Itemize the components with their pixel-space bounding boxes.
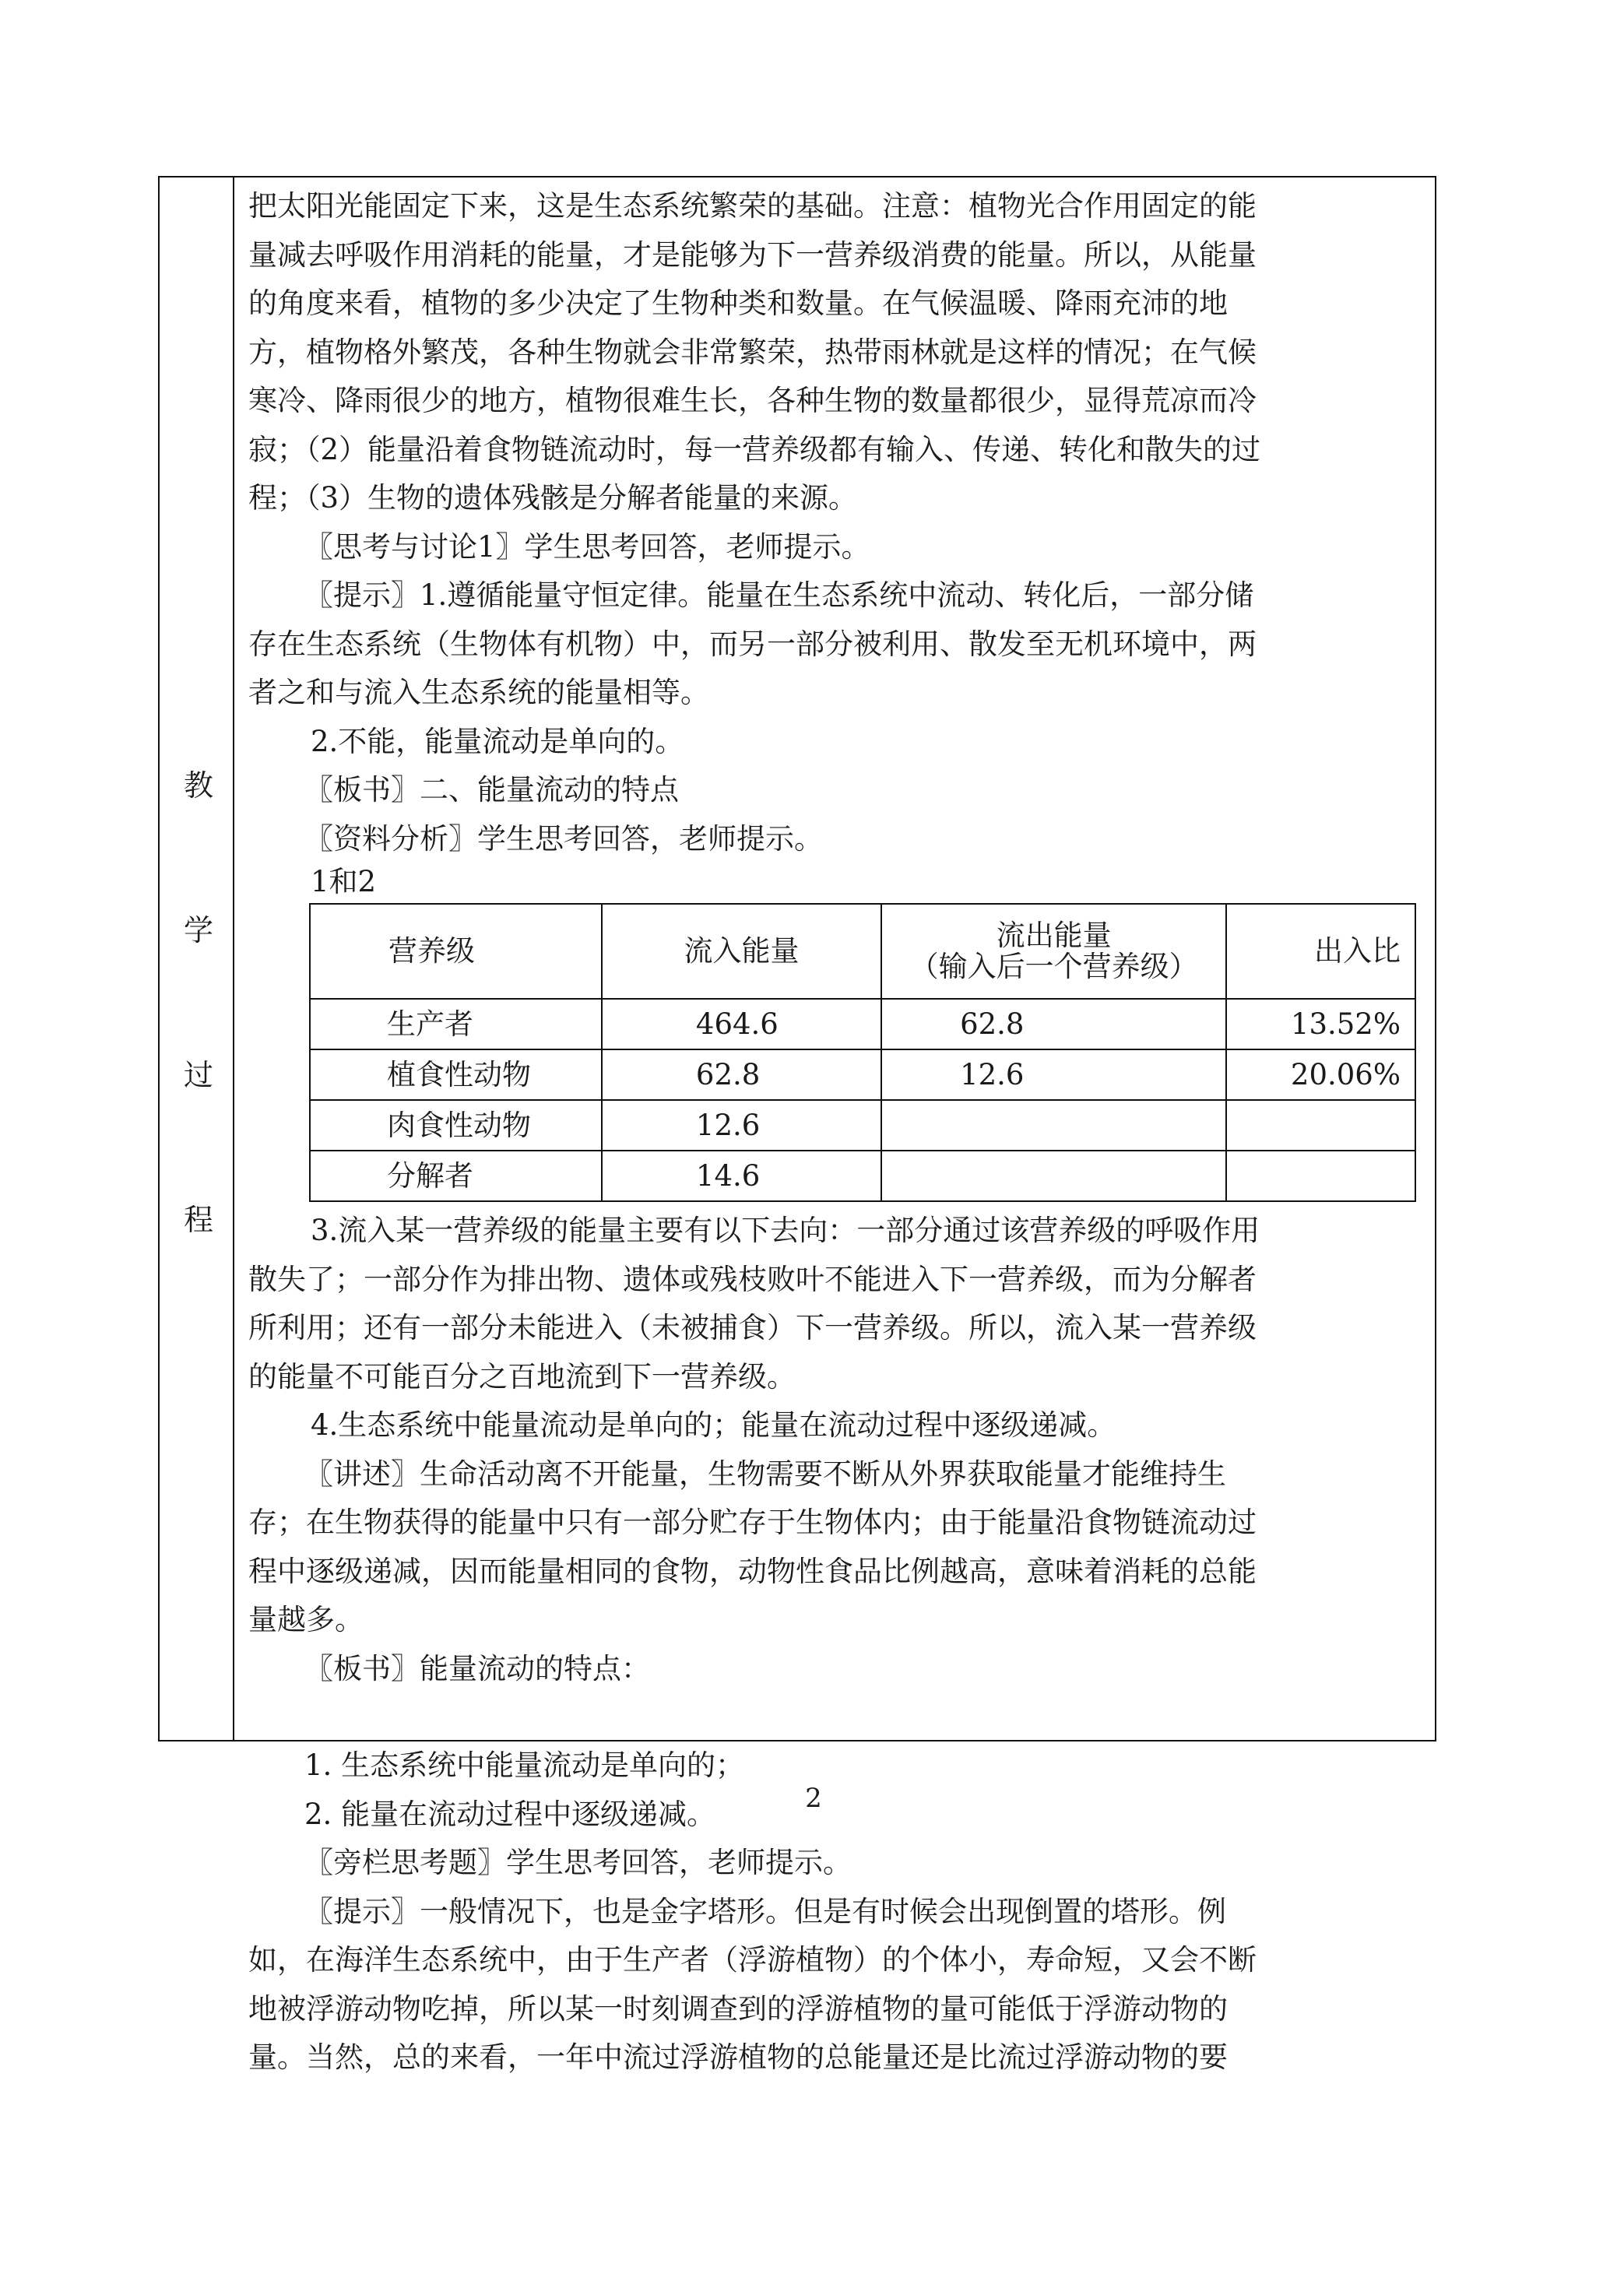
text-line: 寂；（2）能量沿着食物链流动时，每一营养级都有输入、传递、转化和散失的过 bbox=[248, 432, 1261, 466]
text-line: 〖提示〗一般情况下，也是金字塔形。但是有时候会出现倒置的塔形。例 bbox=[304, 1894, 1226, 1928]
cell-out bbox=[881, 1151, 1226, 1201]
cell-in: 62.8 bbox=[602, 1049, 881, 1100]
table-row bbox=[310, 1049, 1415, 1100]
cell-level: 生产者 bbox=[310, 999, 602, 1049]
table-row bbox=[310, 1151, 1415, 1201]
list-item: 2. 能量在流动过程中逐级递减。 bbox=[304, 1797, 716, 1831]
cell-in: 12.6 bbox=[602, 1100, 881, 1151]
side-label-char-1: 教 bbox=[183, 768, 213, 803]
table-row bbox=[310, 999, 1415, 1049]
text-line: 地被浮游动物吃掉，所以某一时刻调查到的浮游植物的量可能低于浮游动物的 bbox=[248, 1991, 1228, 2026]
cell-out: 12.6 bbox=[881, 1049, 1226, 1100]
text-line: 程中逐级递减，因而能量相同的食物，动物性食品比例越高，意味着消耗的总能 bbox=[248, 1554, 1257, 1588]
text-line: 〖讲述〗生命活动离不开能量，生物需要不断从外界获取能量才能维持生 bbox=[304, 1457, 1226, 1491]
header-energy-out-line1: 流出能量 bbox=[996, 919, 1112, 952]
text-line: 量越多。 bbox=[248, 1603, 364, 1636]
text-line: 把太阳光能固定下来，这是生态系统繁荣的基础。注意：植物光合作用固定的能 bbox=[248, 189, 1257, 223]
cell-level: 肉食性动物 bbox=[310, 1100, 602, 1151]
cell-in: 14.6 bbox=[602, 1151, 881, 1201]
text-line: 4.生态系统中能量流动是单向的；能量在流动过程中逐级递减。 bbox=[311, 1408, 1116, 1442]
list-item: 1. 生态系统中能量流动是单向的； bbox=[304, 1748, 745, 1782]
text-line: 的角度来看，植物的多少决定了生物种类和数量。在气候温暖、降雨充沛的地 bbox=[248, 286, 1228, 320]
cell-ratio bbox=[1226, 1151, 1415, 1201]
text-line: 存；在生物获得的能量中只有一部分贮存于生物体内；由于能量沿食物链流动过 bbox=[248, 1506, 1257, 1539]
cell-out bbox=[881, 1100, 1226, 1151]
cell-ratio: 13.52% bbox=[1226, 999, 1415, 1049]
side-label-char-2: 学 bbox=[183, 913, 213, 947]
cell-out: 62.8 bbox=[881, 999, 1226, 1049]
cell-level: 分解者 bbox=[310, 1151, 602, 1201]
text-line: 〖旁栏思考题〗学生思考回答，老师提示。 bbox=[304, 1846, 852, 1879]
text-line: 2.不能，能量流动是单向的。 bbox=[311, 724, 684, 758]
text-line: 程；（3）生物的遗体残骸是分解者能量的来源。 bbox=[248, 481, 858, 515]
blank-line bbox=[248, 1693, 1416, 1741]
text-line: 量。当然，总的来看，一年中流过浮游植物的总能量还是比流过浮游动物的要 bbox=[248, 2040, 1228, 2074]
text-line: 存在生态系统（生物体有机物）中，而另一部分被利用、散发至无机环境中，两 bbox=[248, 627, 1257, 661]
lesson-frame bbox=[158, 176, 1436, 2074]
header-energy-out-line2: （输入后一个营养级） bbox=[909, 950, 1198, 983]
header-energy-out bbox=[881, 904, 1226, 999]
energy-table-wrap bbox=[309, 903, 1416, 1202]
text-line: 散失了；一部分作为排出物、遗体或残枝败叶不能进入下一营养级，而为分解者 bbox=[248, 1262, 1257, 1296]
text-line: 〖板书〗能量流动的特点： bbox=[304, 1651, 650, 1685]
text-line: 的能量不可能百分之百地流到下一营养级。 bbox=[248, 1359, 796, 1394]
header-energy-in: 流入能量 bbox=[602, 904, 881, 999]
text-line: 如，在海洋生态系统中，由于生产者（浮游植物）的个体小，寿命短，又会不断 bbox=[248, 1943, 1257, 1977]
text-line: 方，植物格外繁茂，各种生物就会非常繁荣，热带雨林就是这样的情况；在气候 bbox=[248, 335, 1257, 369]
text-line: 1和2 bbox=[311, 865, 377, 898]
energy-flow-table bbox=[309, 903, 1416, 1202]
side-label-char-3: 过 bbox=[183, 1058, 213, 1092]
side-label-char-4: 程 bbox=[183, 1203, 213, 1237]
header-ratio: 出入比 bbox=[1226, 904, 1415, 999]
text-line: 3.流入某一营养级的能量主要有以下去向：一部分通过该营养级的呼吸作用 bbox=[311, 1214, 1260, 1247]
table-header-row bbox=[310, 904, 1415, 999]
column-divider bbox=[233, 177, 234, 1740]
text-line: 〖思考与讨论1〗学生思考回答，老师提示。 bbox=[304, 529, 870, 564]
cell-ratio bbox=[1226, 1100, 1415, 1151]
text-line: 〖板书〗二、能量流动的特点 bbox=[304, 773, 679, 807]
text-line: 者之和与流入生态系统的能量相等。 bbox=[248, 676, 709, 709]
text-line: 寒冷、降雨很少的地方，植物很难生长，各种生物的数量都很少，显得荒凉而冷 bbox=[248, 384, 1257, 417]
cell-level: 植食性动物 bbox=[310, 1049, 602, 1100]
cell-ratio: 20.06% bbox=[1226, 1049, 1415, 1100]
text-line: 量减去呼吸作用消耗的能量，才是能够为下一营养级消费的能量。所以，从能量 bbox=[248, 237, 1257, 272]
text-line: 所利用；还有一部分未能进入（未被捕食）下一营养级。所以，流入某一营养级 bbox=[248, 1311, 1257, 1344]
header-trophic-level: 营养级 bbox=[310, 904, 602, 999]
table-row bbox=[310, 1100, 1415, 1151]
page-number: 2 bbox=[805, 1783, 822, 1814]
text-line: 〖资料分析〗学生思考回答，老师提示。 bbox=[304, 821, 823, 856]
cell-in: 464.6 bbox=[602, 999, 881, 1049]
text-line: 〖提示〗1.遵循能量守恒定律。能量在生态系统中流动、转化后，一部分储 bbox=[304, 578, 1254, 612]
